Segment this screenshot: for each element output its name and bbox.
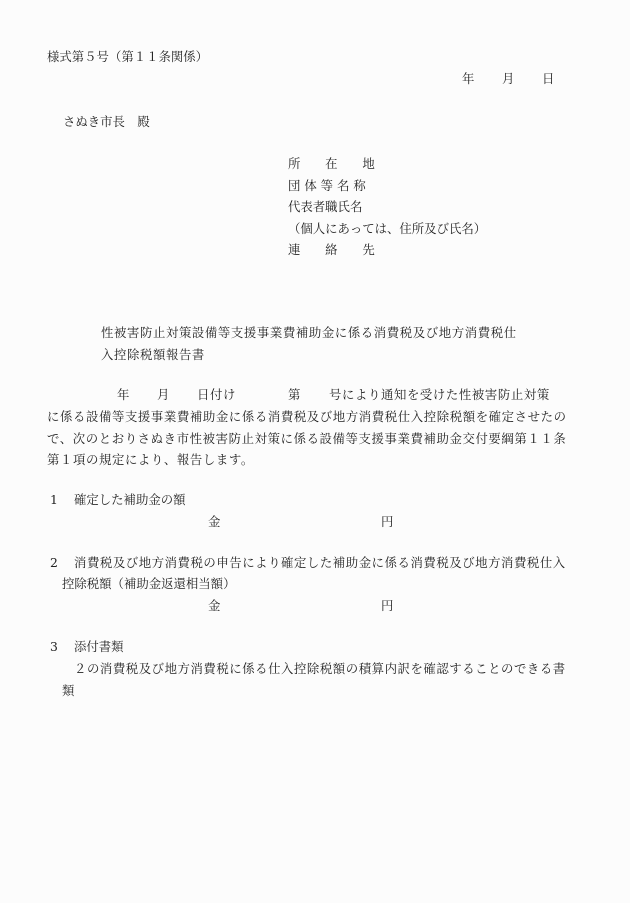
notice-day-label: 日付け bbox=[197, 387, 236, 402]
notice-year-label: 年 bbox=[117, 387, 130, 402]
item-3-label: 添付書類 bbox=[74, 639, 124, 654]
item-1-amount-value[interactable] bbox=[225, 516, 375, 530]
item-3-number: 3 bbox=[50, 639, 58, 654]
contact-label: 連 絡 先 bbox=[288, 242, 375, 258]
individual-note: （個人にあっては、住所及び氏名） bbox=[288, 220, 487, 236]
item-3-detail-line-1: ２の消費税及び地方消費税に係る仕入控除税額の積算内訳を確認することのできる書 bbox=[74, 661, 566, 676]
item-2-label-line-1: 消費税及び地方消費税の申告により確定した補助金に係る消費税及び地方消費税仕入 bbox=[74, 555, 566, 570]
item-1-amount-prefix: 金 bbox=[208, 514, 221, 529]
item-3-detail-line-2: 類 bbox=[62, 683, 75, 698]
date-month-label: 月 bbox=[502, 71, 515, 86]
body-line-4: 第１項の規定により、報告します。 bbox=[47, 452, 254, 468]
title-line-2: 入控除税額報告書 bbox=[101, 346, 205, 362]
notice-month-label: 月 bbox=[157, 387, 170, 402]
address-label: 所 在 地 bbox=[288, 156, 375, 171]
item-2-amount-value[interactable] bbox=[225, 600, 375, 614]
body-line-2: に係る設備等支援事業費補助金に係る消費税及び地方消費税仕入控除税額を確定させたの bbox=[47, 408, 567, 424]
body-paragraph bbox=[47, 384, 583, 471]
body-line-3: で、次のとおりさぬき市性被害防止対策に係る設備等支援事業費補助金交付要綱第１１条 bbox=[47, 430, 567, 446]
item-1-amount-unit: 円 bbox=[381, 514, 394, 529]
notice-rest: 号により通知を受けた性被害防止対策 bbox=[329, 387, 550, 402]
body-line-1 bbox=[47, 384, 583, 406]
title-line-1: 性被害防止対策設備等支援事業費補助金に係る消費税及び地方消費税仕 bbox=[101, 325, 517, 340]
form-number: 様式第５号（第１１条関係） bbox=[47, 49, 209, 64]
applicant-block bbox=[288, 153, 486, 261]
org-name-label: 団 体 等 名 称 bbox=[288, 177, 366, 193]
item-2-number: 2 bbox=[50, 555, 58, 570]
item-2-amount-unit: 円 bbox=[381, 598, 394, 613]
notice-number-label: 第 bbox=[288, 387, 301, 402]
date-year-label: 年 bbox=[462, 71, 475, 86]
date-day-label: 日 bbox=[542, 71, 555, 86]
item-1-number: 1 bbox=[50, 492, 58, 507]
item-2-amount-prefix: 金 bbox=[208, 598, 221, 613]
representative-label: 代表者職氏名 bbox=[288, 199, 363, 215]
document-title bbox=[101, 322, 561, 366]
item-1-label: 確定した補助金の額 bbox=[74, 492, 186, 507]
item-2-label-line-2: 控除税額（補助金返還相当額） bbox=[62, 576, 236, 591]
addressee: さぬき市長 殿 bbox=[63, 114, 150, 129]
